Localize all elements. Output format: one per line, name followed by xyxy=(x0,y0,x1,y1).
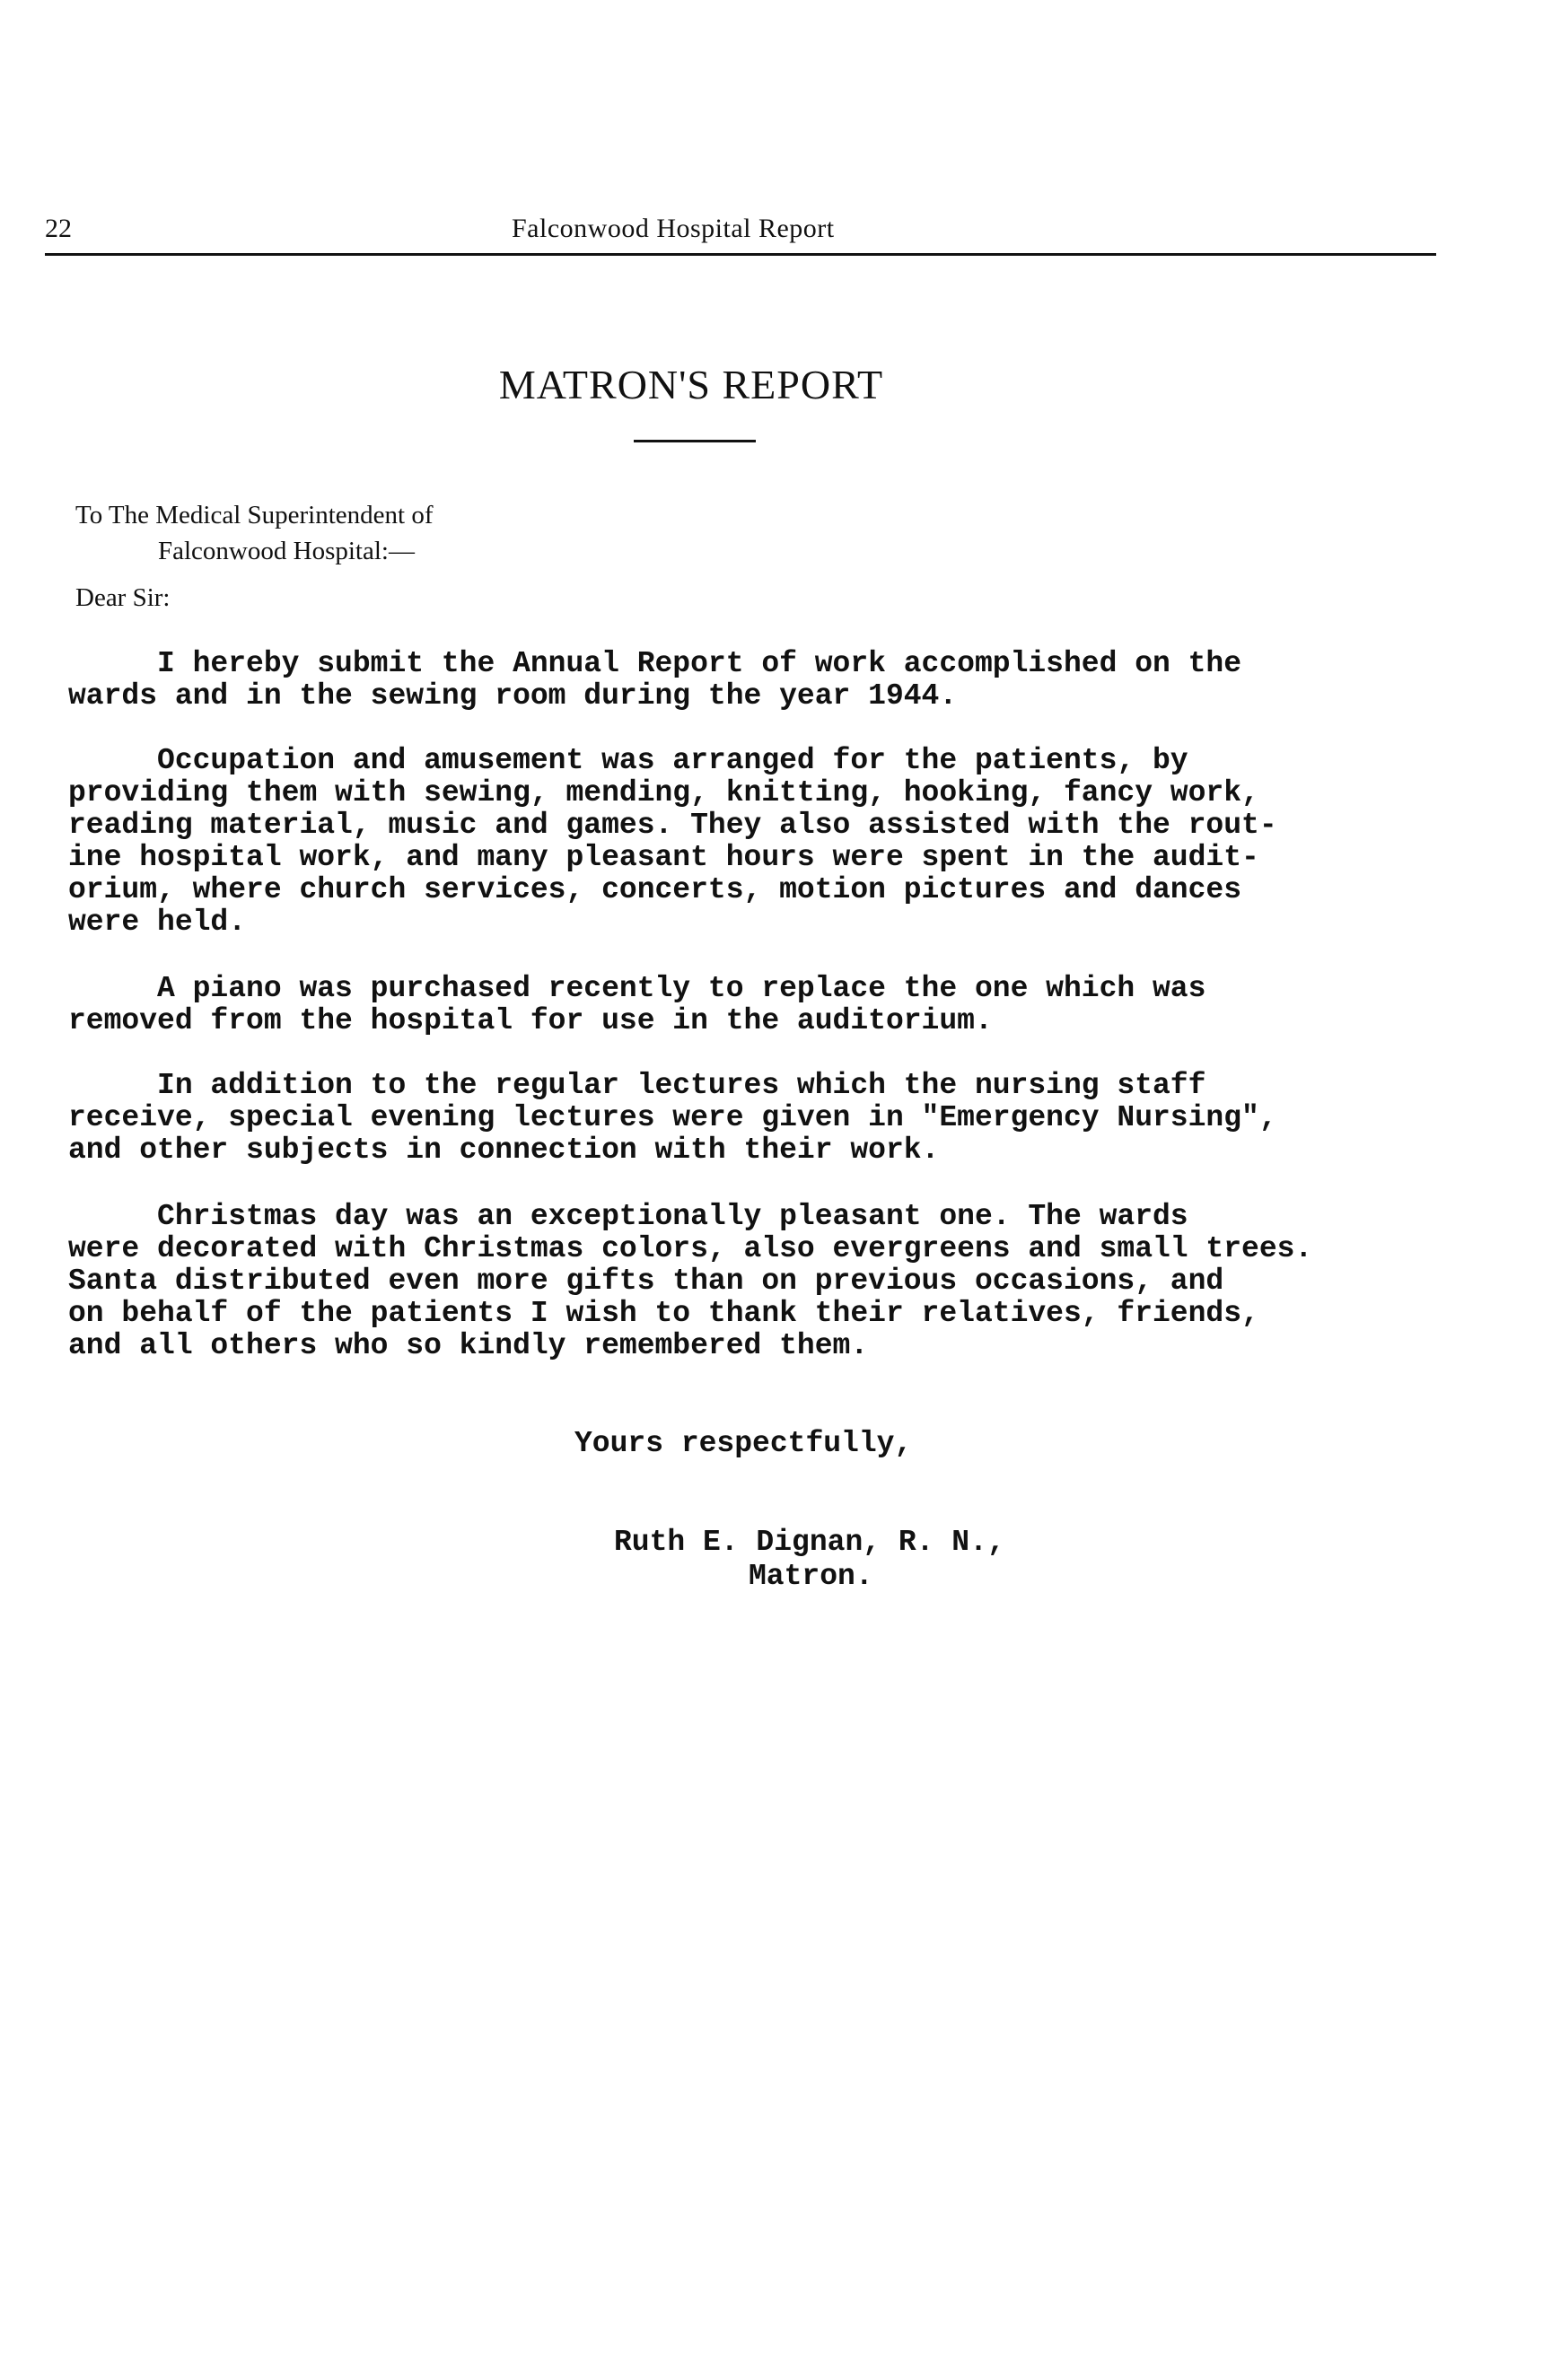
paragraph-lectures: In addition to the regular lectures which the nursing staff receive, special evening lectures were given in "Emergency Nursing", and other subjects in connection with their work. xyxy=(68,1069,1277,1167)
running-head: Falconwood Hospital Report xyxy=(512,214,835,243)
page-number: 22 xyxy=(45,214,72,243)
page-header xyxy=(45,208,1436,256)
paragraph-annual-report: I hereby submit the Annual Report of work accomplished on the wards and in the sewing room during the year 1944. xyxy=(68,647,1242,713)
paragraph-occupation: Occupation and amusement was arranged for the patients, by providing them with sewing, mending, knitting, hooking, fancy work, reading material, music and games. They also assisted with the rout- ine hospital work, and many pleasant hours were spent in the audit- orium, where church services, concerts, motion pictures and dances were held. xyxy=(68,744,1277,939)
address-line-1: To The Medical Superintendent of xyxy=(75,501,434,529)
title-rule xyxy=(634,440,756,442)
signature-name: Ruth E. Dignan, R. N., xyxy=(614,1526,1005,1559)
paragraph-christmas: Christmas day was an exceptionally pleasant one. The wards were decorated with Christmas colors, also evergreens and small trees. Santa distributed even more gifts than on previous occasions, and on behalf of the patients I wish to thank their relatives, friends, and all others who so kindly remembered them. xyxy=(68,1200,1313,1362)
paragraph-piano: A piano was purchased recently to replace the one which was removed from the hospital for use in the auditorium. xyxy=(68,972,1206,1037)
report-title: MATRON'S REPORT xyxy=(498,362,884,407)
valediction: Yours respectfully, xyxy=(574,1427,913,1460)
address-line-2: Falconwood Hospital:— xyxy=(158,537,415,565)
salutation: Dear Sir: xyxy=(75,583,171,612)
signature-title: Matron. xyxy=(749,1560,873,1593)
